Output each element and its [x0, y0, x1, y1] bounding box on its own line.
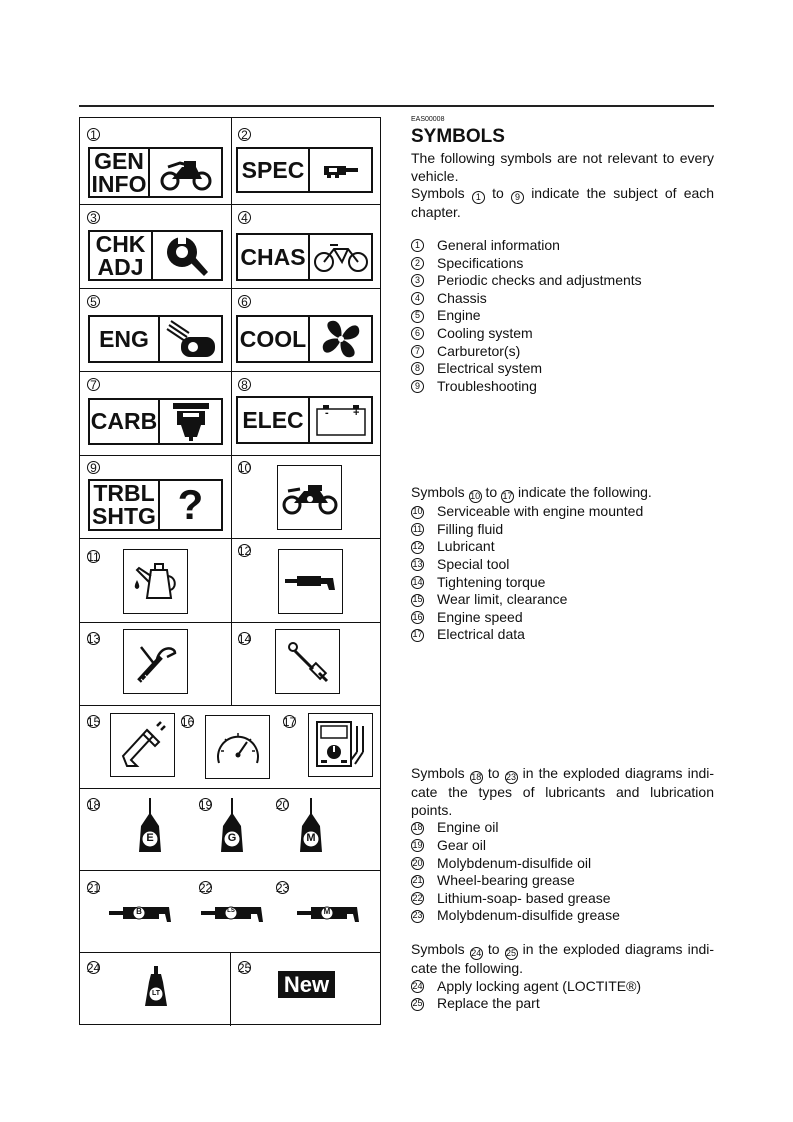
- intro-text: Symbols: [411, 484, 465, 500]
- item-text: Engine speed: [437, 608, 523, 625]
- item-number: 1: [411, 239, 424, 252]
- cell-number: 2: [238, 128, 251, 141]
- engine-oil-icon: [137, 798, 163, 854]
- inline-number: 10: [469, 490, 482, 503]
- vernier-caliper-icon: [110, 713, 175, 777]
- list-item: [411, 307, 714, 325]
- grid-divider: [80, 788, 380, 789]
- intro-text: Symbols: [411, 765, 465, 781]
- item-number: 5: [411, 310, 424, 323]
- cell-number: 13: [86, 631, 101, 646]
- caliper-gauge-icon: [310, 149, 371, 191]
- intro-text: Symbols: [411, 185, 465, 201]
- cell-number: 20: [275, 797, 290, 812]
- list-item: [411, 343, 714, 361]
- item-text: Cooling system: [437, 324, 533, 341]
- symbol-label: CARB: [90, 400, 160, 443]
- cell-number: 8: [238, 378, 251, 391]
- grease-letter: LS: [227, 908, 235, 914]
- cell-number: 23: [275, 880, 290, 895]
- cell-number: 7: [87, 378, 100, 391]
- item-text: Special tool: [437, 556, 510, 573]
- item-number: 21: [411, 875, 424, 888]
- list-item: [411, 503, 714, 521]
- cell-number: 3: [87, 211, 100, 224]
- item-number: 6: [411, 327, 424, 340]
- symbol-label: GEN: [94, 147, 144, 174]
- item-text: Carburetor(s): [437, 342, 521, 359]
- item-number: 4: [411, 292, 424, 305]
- grid-divider: [230, 952, 231, 1026]
- item-number: 3: [411, 274, 424, 287]
- item-number: 25: [411, 998, 424, 1011]
- list-item: [411, 995, 714, 1013]
- gen-info-symbol: [88, 147, 223, 198]
- cell-number: 19: [198, 797, 213, 812]
- motorcycle-icon: [277, 465, 342, 530]
- grid-divider: [80, 371, 380, 372]
- symbol-grid: [79, 117, 381, 1025]
- cell-number: 24: [86, 960, 101, 975]
- section-intro: [411, 765, 714, 819]
- cell-number: 1: [87, 128, 100, 141]
- intro-text: to: [485, 484, 498, 500]
- intro-text: indicate the subject of each chapter.: [411, 185, 715, 221]
- item-number: 22: [411, 892, 424, 905]
- new-part-badge: New: [278, 971, 335, 998]
- item-number: 12: [411, 541, 424, 554]
- section-intro: [411, 941, 714, 978]
- list-item: [411, 360, 714, 378]
- list-item: [411, 325, 714, 343]
- item-number: 20: [411, 857, 424, 870]
- cell-number: 14: [237, 631, 252, 646]
- trbl-shtg-symbol: [88, 479, 223, 531]
- item-text: Apply locking agent (LOCTITE®): [437, 977, 642, 994]
- item-number: 13: [411, 558, 424, 571]
- cell-number: 21: [86, 880, 101, 895]
- symbol-label: TRBL: [93, 480, 155, 506]
- item-text: General information: [437, 237, 560, 253]
- molybdenum-oil-icon: [298, 798, 324, 854]
- item-text: Periodic checks and adjustments: [437, 272, 642, 289]
- intro-text: indicate the following.: [517, 484, 652, 500]
- symbol-label: CHAS: [238, 235, 310, 279]
- intro-text: in the exploded diagrams indi-cate the types of lubricants and lubrication points.: [411, 765, 715, 818]
- inline-number: 23: [505, 771, 518, 784]
- battery-minus-label: -: [325, 407, 329, 419]
- item-number: 7: [411, 345, 424, 358]
- item-text: Electrical data: [437, 626, 525, 643]
- chas-symbol: [236, 233, 373, 281]
- header-rule: [79, 105, 714, 107]
- item-number: 16: [411, 611, 424, 624]
- list-item: [411, 819, 714, 837]
- item-number: 19: [411, 839, 424, 852]
- item-number: 18: [411, 822, 424, 835]
- symbols-24-25-section: [411, 941, 714, 1013]
- page-title: SYMBOLS: [411, 126, 505, 147]
- list-item: [411, 290, 714, 308]
- spec-symbol: [236, 147, 373, 193]
- inline-number: 17: [501, 490, 514, 503]
- lithium-soap-grease-icon: [201, 902, 267, 924]
- symbols-10-17-section: [411, 484, 714, 644]
- list-item: [411, 237, 714, 255]
- oil-letter: G: [227, 832, 237, 844]
- item-number: 15: [411, 594, 424, 607]
- item-text: Wheel-bearing grease: [437, 872, 575, 889]
- intro-text: to: [487, 941, 500, 957]
- oil-letter: E: [146, 832, 154, 844]
- intro-paragraph: [411, 150, 714, 222]
- inline-number: 9: [511, 191, 524, 204]
- section-intro: [411, 484, 714, 503]
- list-item: [411, 907, 714, 925]
- inline-number: 24: [470, 947, 483, 960]
- list-item: [411, 255, 714, 273]
- item-text: Troubleshooting: [437, 377, 537, 394]
- list-item: [411, 855, 714, 873]
- tachometer-icon: [205, 715, 270, 779]
- symbol-label: CHK: [95, 230, 146, 257]
- item-number: 24: [411, 980, 424, 993]
- chapter-list: [411, 237, 714, 395]
- torque-wrench-icon: [275, 629, 340, 694]
- grid-divider: [80, 455, 380, 456]
- fan-icon: [310, 317, 371, 361]
- cell-number: 15: [86, 714, 101, 729]
- wrench-icon: [153, 232, 221, 279]
- symbol-label: SPEC: [238, 149, 310, 191]
- cell-number: 10: [237, 460, 252, 475]
- item-number: 14: [411, 576, 424, 589]
- symbol-label: COOL: [238, 317, 310, 361]
- item-text: Tightening torque: [437, 573, 546, 590]
- item-text: Molybdenum-disulfide oil: [437, 854, 592, 871]
- item-number: 17: [411, 629, 424, 642]
- list-item: [411, 378, 714, 396]
- cell-number: 6: [238, 295, 251, 308]
- item-text: Lubricant: [437, 538, 495, 555]
- item-text: Specifications: [437, 254, 524, 271]
- question-mark-icon: ?: [177, 481, 204, 528]
- item-number: 10: [411, 506, 424, 519]
- item-text: Replace the part: [437, 995, 540, 1012]
- item-number: 2: [411, 257, 424, 270]
- carb-symbol: [88, 398, 223, 445]
- list-item: [411, 556, 714, 574]
- grease-letter: M: [323, 907, 331, 916]
- inline-number: 25: [505, 947, 518, 960]
- item-number: 23: [411, 910, 424, 923]
- cell-number: 17: [282, 714, 297, 729]
- grease-gun-icon: [278, 549, 343, 614]
- cell-number: 16: [180, 714, 195, 729]
- gear-oil-icon: [219, 798, 245, 854]
- item-text: Gear oil: [437, 837, 487, 854]
- bicycle-frame-icon: [310, 235, 371, 279]
- item-text: Engine: [437, 307, 481, 324]
- document-code: EAS00008: [411, 116, 445, 123]
- locking-agent-icon: [143, 966, 169, 1008]
- intro-text: Symbols: [411, 941, 465, 957]
- motorcycle-side-icon: [150, 149, 221, 196]
- item-text: Electrical system: [437, 360, 543, 377]
- engine-cylinder-icon: [160, 317, 221, 361]
- list-item: [411, 591, 714, 609]
- item-text: Engine oil: [437, 819, 499, 836]
- item-text: Lithium-soap- based grease: [437, 889, 611, 906]
- list-item: [411, 837, 714, 855]
- grid-divider: [80, 705, 380, 706]
- multimeter-icon: [308, 713, 373, 777]
- item-number: 8: [411, 362, 424, 375]
- cool-symbol: [236, 315, 373, 363]
- elec-symbol: [236, 396, 373, 444]
- cell-number: 12: [237, 543, 252, 558]
- cell-number: 5: [87, 295, 100, 308]
- battery-icon: [310, 398, 371, 442]
- symbol-label: ADJ: [97, 253, 144, 280]
- item-text: Chassis: [437, 289, 487, 306]
- grease-letter: B: [136, 907, 142, 916]
- symbol-label: ELEC: [238, 398, 310, 442]
- carburetor-icon: [160, 400, 221, 443]
- item-text: Filling fluid: [437, 520, 504, 537]
- intro-text: to: [492, 185, 504, 201]
- grid-divider: [80, 538, 380, 539]
- cell-number: 25: [237, 960, 252, 975]
- list-item: [411, 890, 714, 908]
- intro-text: in the exploded diagrams indi-cate the following.: [411, 941, 715, 977]
- grid-divider: [80, 870, 380, 871]
- list-item: [411, 521, 714, 539]
- symbol-label: ENG: [90, 317, 160, 361]
- chk-adj-symbol: [88, 230, 223, 281]
- wheel-bearing-grease-icon: [109, 902, 175, 924]
- oil-can-icon: [123, 549, 188, 614]
- cell-number: 4: [238, 211, 251, 224]
- item-number: 9: [411, 380, 424, 393]
- cell-number: 9: [87, 461, 100, 474]
- list-item: [411, 872, 714, 890]
- intro-text: The following symbols are not relevant to every vehicle.: [411, 150, 714, 184]
- symbols-18-23-section: [411, 765, 714, 925]
- symbol-label: SHTG: [92, 503, 156, 529]
- special-tool-icon: [123, 629, 188, 694]
- list-item: [411, 272, 714, 290]
- list-item: [411, 978, 714, 996]
- locking-letter: LT: [151, 990, 161, 997]
- oil-letter: M: [306, 832, 316, 844]
- item-text: Serviceable with engine mounted: [437, 503, 644, 520]
- item-text: Molybdenum-disulfide grease: [437, 907, 620, 924]
- grid-divider: [231, 118, 232, 705]
- symbol-label: INFO: [91, 170, 147, 197]
- list-item: [411, 574, 714, 592]
- grid-divider: [80, 622, 380, 623]
- item-number: 11: [411, 523, 424, 536]
- eng-symbol: [88, 315, 223, 363]
- cell-number: 11: [87, 549, 100, 564]
- list-item: [411, 626, 714, 644]
- item-text: Wear limit, clearance: [437, 591, 568, 608]
- list-item: [411, 538, 714, 556]
- inline-number: 1: [472, 191, 485, 204]
- intro-text: to: [487, 765, 500, 781]
- grid-divider: [80, 288, 380, 289]
- battery-plus-label: +: [353, 407, 360, 419]
- cell-number: 18: [86, 797, 101, 812]
- list-item: [411, 609, 714, 627]
- inline-number: 18: [470, 771, 483, 784]
- cell-number: 22: [198, 880, 213, 895]
- grid-divider: [80, 204, 380, 205]
- molybdenum-grease-icon: [297, 902, 363, 924]
